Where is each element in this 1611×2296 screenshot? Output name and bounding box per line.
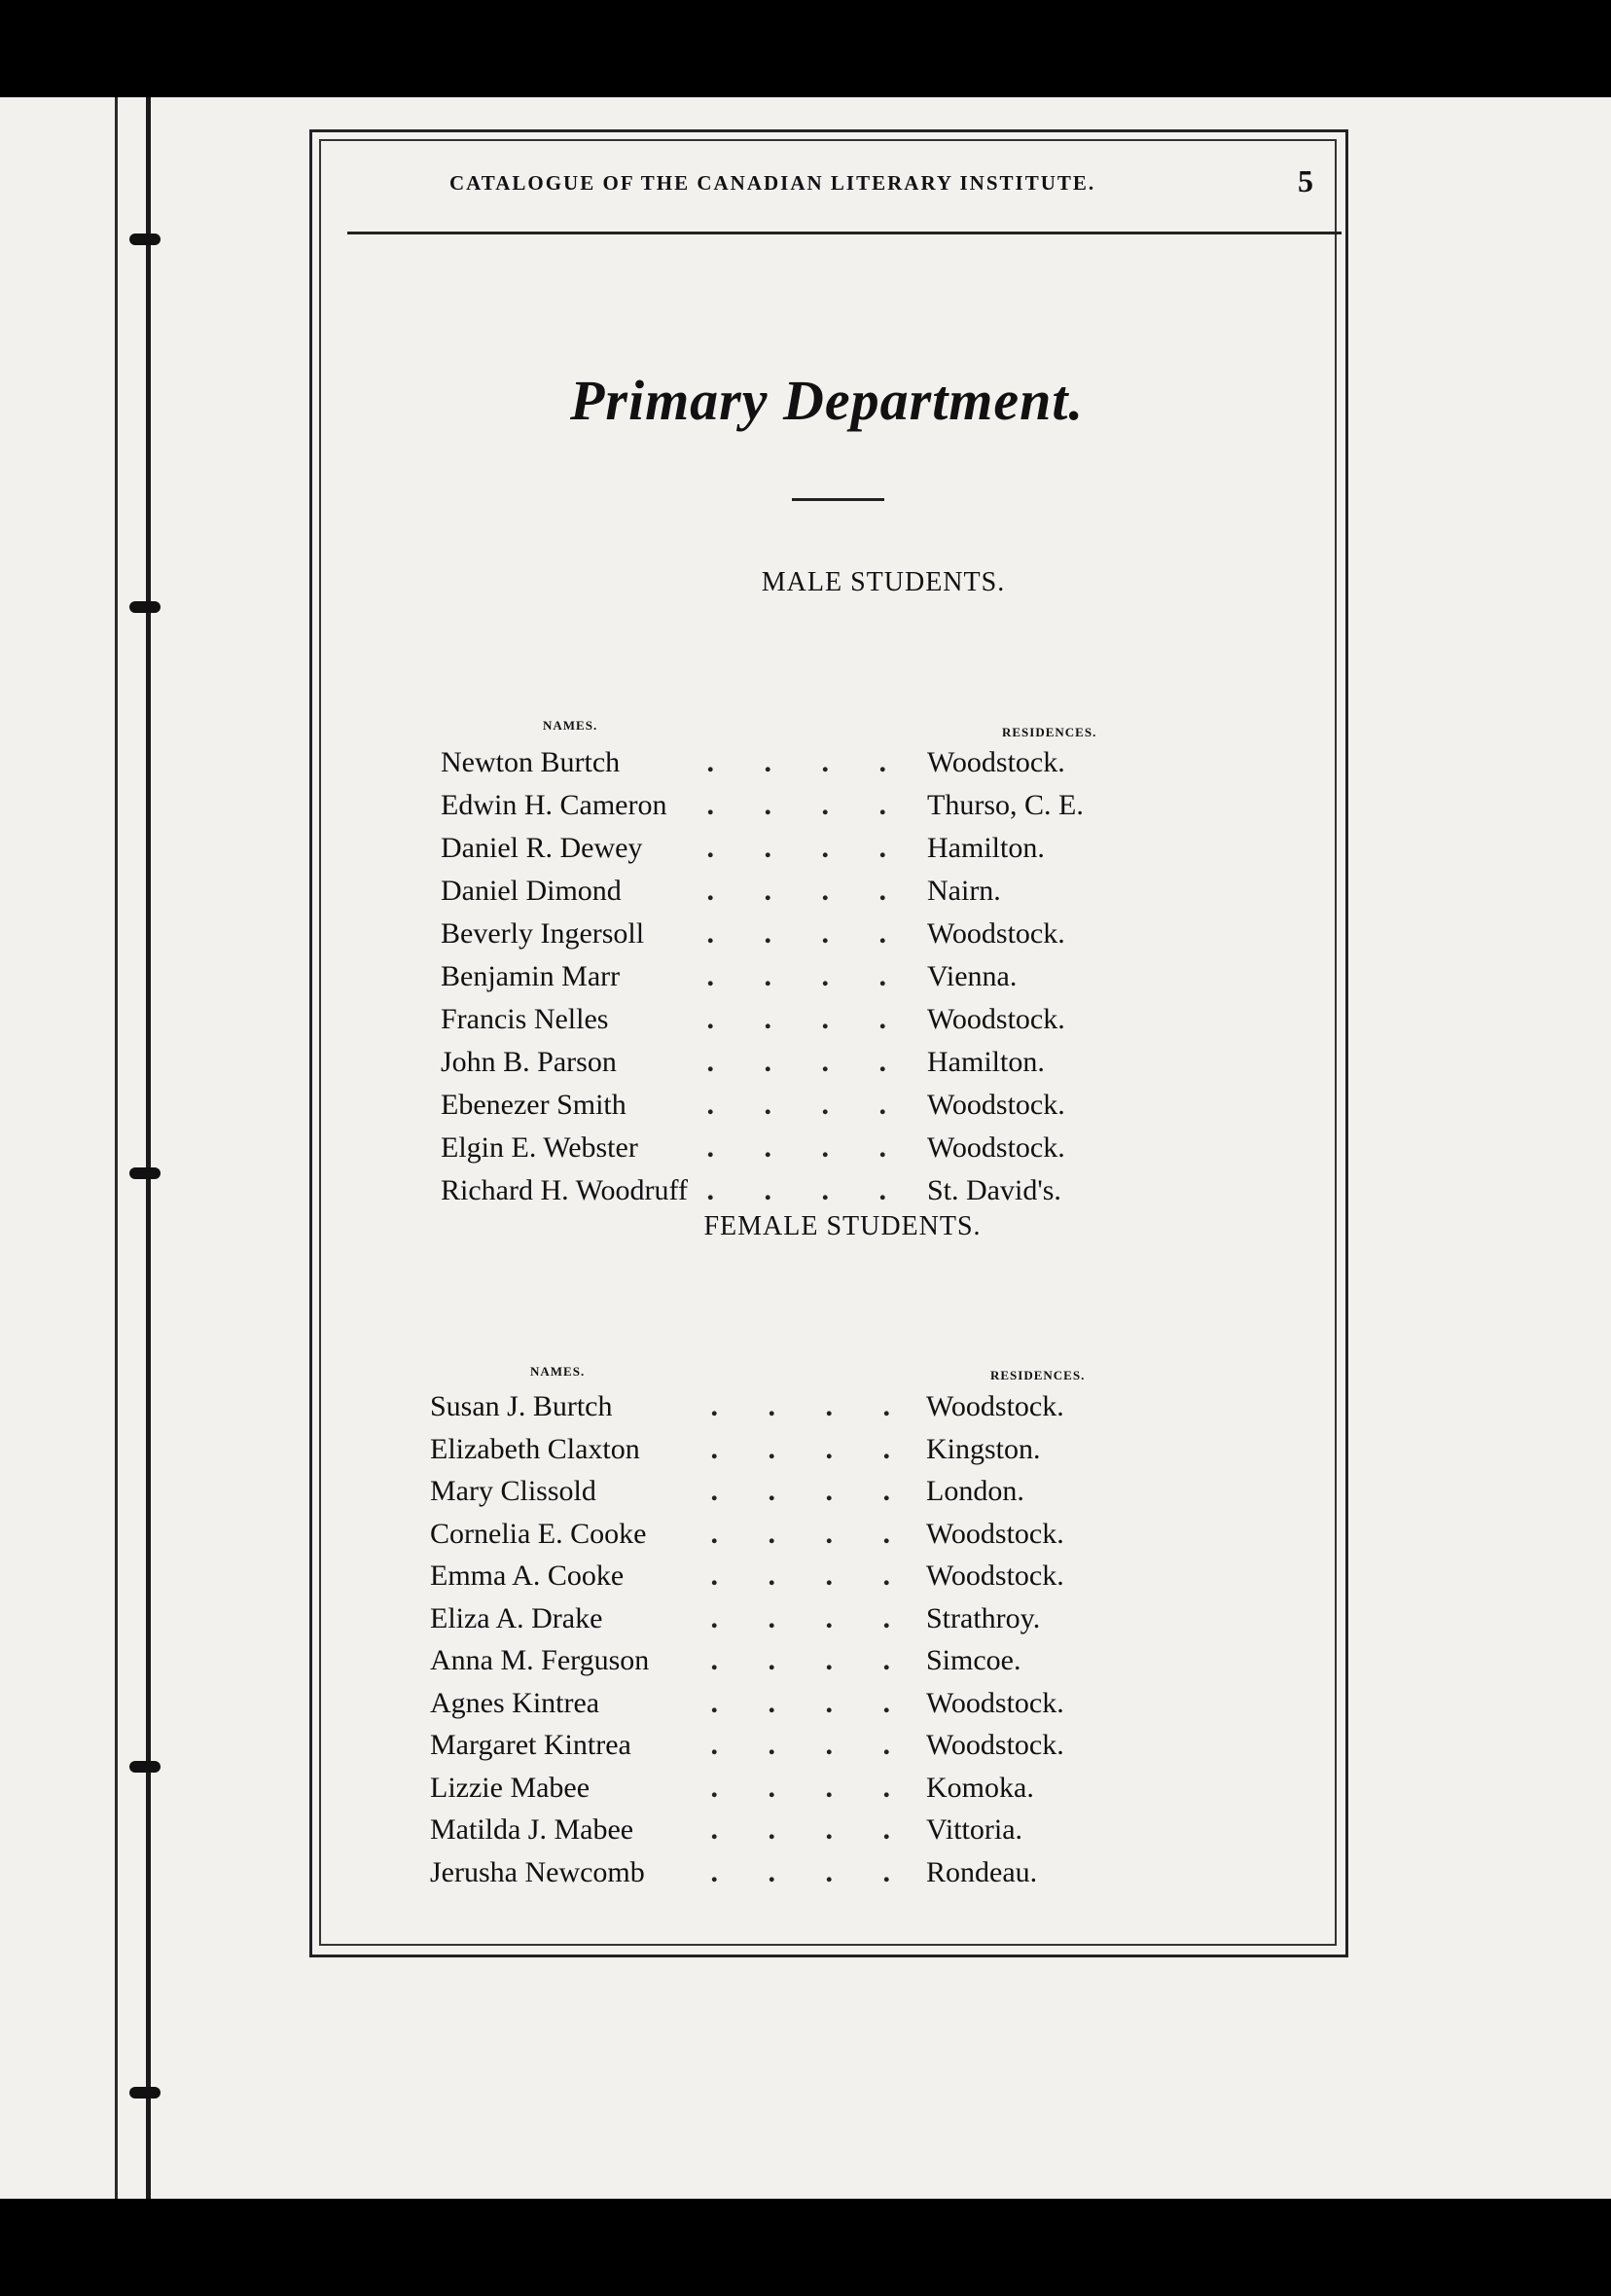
department-title: Primary Department. (569, 369, 1085, 432)
binding-stitch (129, 1761, 161, 1773)
student-residence: Hamilton. (927, 832, 1045, 864)
list-item (441, 784, 1141, 827)
binding-thread (146, 97, 151, 2199)
student-name: Daniel Dimond (441, 875, 622, 907)
binding-stitch (129, 2087, 161, 2099)
leader-dots: . . . . (706, 832, 908, 864)
list-item (441, 827, 1141, 870)
running-title: CATALOGUE OF THE CANADIAN LITERARY INSTITUTE. (449, 171, 1096, 195)
list-item (430, 1682, 1130, 1725)
list-item (430, 1639, 1130, 1682)
list-item (441, 998, 1141, 1041)
student-name: Matilda J. Mabee (430, 1813, 634, 1846)
student-residence: Woodstock. (927, 1131, 1065, 1164)
student-name: Agnes Kintrea (430, 1686, 600, 1719)
student-name: Eliza A. Drake (430, 1601, 603, 1634)
student-name: Beverly Ingersoll (441, 917, 645, 950)
female-names-header: NAMES. (530, 1364, 586, 1379)
student-residence: Woodstock. (927, 1089, 1065, 1121)
male-students-list (441, 741, 1141, 1212)
leader-dots: . . . . (710, 1560, 912, 1592)
student-name: Richard H. Woodruff (441, 1174, 688, 1206)
student-residence: Woodstock. (926, 1390, 1064, 1422)
list-item (441, 1084, 1141, 1127)
male-students-heading: MALE STUDENTS. (761, 567, 1006, 597)
student-name: Benjamin Marr (441, 960, 621, 992)
student-name: Ebenezer Smith (441, 1089, 626, 1121)
student-residence: Simcoe. (926, 1644, 1021, 1676)
leader-dots: . . . . (710, 1517, 912, 1550)
leader-dots: . . . . (710, 1644, 912, 1676)
student-name: Francis Nelles (441, 1003, 609, 1035)
list-item (441, 1127, 1141, 1169)
leader-dots: . . . . (706, 960, 908, 992)
student-residence: London. (926, 1475, 1024, 1507)
header-rule (347, 232, 1342, 234)
student-name: Susan J. Burtch (430, 1390, 613, 1422)
list-item (441, 870, 1141, 913)
gutter-edge (115, 97, 118, 2199)
list-item (441, 1169, 1141, 1212)
list-item (430, 1767, 1130, 1810)
student-name: Elizabeth Claxton (430, 1432, 640, 1465)
leader-dots: . . . . (710, 1432, 912, 1465)
list-item (441, 913, 1141, 955)
leader-dots: . . . . (710, 1855, 912, 1888)
student-residence: Woodstock. (927, 917, 1065, 950)
student-residence: Vittoria. (926, 1813, 1023, 1846)
student-name: Edwin H. Cameron (441, 789, 667, 821)
list-item (441, 955, 1141, 998)
leader-dots: . . . . (706, 1003, 908, 1035)
student-residence: Woodstock. (926, 1560, 1064, 1592)
page-number: 5 (1298, 163, 1313, 198)
student-residence: Woodstock. (926, 1686, 1064, 1719)
leader-dots: . . . . (710, 1475, 912, 1507)
leader-dots: . . . . (706, 1089, 908, 1121)
leader-dots: . . . . (706, 789, 908, 821)
list-item (430, 1724, 1130, 1767)
student-name: Mary Clissold (430, 1475, 596, 1507)
student-name: Daniel R. Dewey (441, 832, 643, 864)
student-residence: Nairn. (927, 875, 1001, 907)
binding-stitch (129, 233, 161, 245)
student-name: Newton Burtch (441, 746, 621, 778)
student-name: Elgin E. Webster (441, 1131, 638, 1164)
leader-dots: . . . . (706, 917, 908, 950)
student-residence: Thurso, C. E. (927, 789, 1084, 821)
student-residence: Strathroy. (926, 1601, 1041, 1634)
leader-dots: . . . . (706, 1046, 908, 1078)
title-rule (792, 498, 884, 501)
student-residence: Woodstock. (927, 1003, 1065, 1035)
student-name: Jerusha Newcomb (430, 1855, 645, 1888)
student-residence: Rondeau. (926, 1855, 1038, 1888)
leader-dots: . . . . (710, 1729, 912, 1761)
student-name: Lizzie Mabee (430, 1771, 591, 1804)
list-item (430, 1851, 1130, 1894)
running-header (321, 163, 1333, 218)
leader-dots: . . . . (710, 1601, 912, 1634)
student-residence: Woodstock. (927, 746, 1065, 778)
student-residence: Komoka. (926, 1771, 1034, 1804)
student-residence: Woodstock. (926, 1729, 1064, 1761)
student-name: Emma A. Cooke (430, 1560, 625, 1592)
student-residence: Kingston. (926, 1432, 1041, 1465)
student-residence: St. David's. (927, 1174, 1061, 1206)
leader-dots: . . . . (710, 1390, 912, 1422)
female-students-heading: FEMALE STUDENTS. (703, 1211, 982, 1241)
male-residences-header: RESIDENCES. (1002, 725, 1097, 739)
leader-dots: . . . . (706, 875, 908, 907)
list-item (430, 1597, 1130, 1640)
student-name: Margaret Kintrea (430, 1729, 631, 1761)
leader-dots: . . . . (710, 1813, 912, 1846)
list-item (441, 1041, 1141, 1084)
leader-dots: . . . . (706, 1131, 908, 1164)
binding-stitch (129, 1167, 161, 1179)
student-name: Cornelia E. Cooke (430, 1517, 647, 1550)
list-item (430, 1513, 1130, 1556)
student-name: Anna M. Ferguson (430, 1644, 650, 1676)
leader-dots: . . . . (706, 746, 908, 778)
list-item (441, 741, 1141, 784)
female-residences-header: RESIDENCES. (990, 1368, 1086, 1382)
student-residence: Vienna. (927, 960, 1018, 992)
female-students-list (430, 1385, 1130, 1893)
leader-dots: . . . . (710, 1686, 912, 1719)
student-residence: Woodstock. (926, 1517, 1064, 1550)
leader-dots: . . . . (710, 1771, 912, 1804)
list-item (430, 1428, 1130, 1471)
binding-stitch (129, 601, 161, 613)
student-name: John B. Parson (441, 1046, 617, 1078)
male-names-header: NAMES. (543, 718, 598, 733)
leader-dots: . . . . (706, 1174, 908, 1206)
list-item (430, 1470, 1130, 1513)
list-item (430, 1385, 1130, 1428)
list-item (430, 1809, 1130, 1851)
student-residence: Hamilton. (927, 1046, 1045, 1078)
list-item (430, 1555, 1130, 1597)
